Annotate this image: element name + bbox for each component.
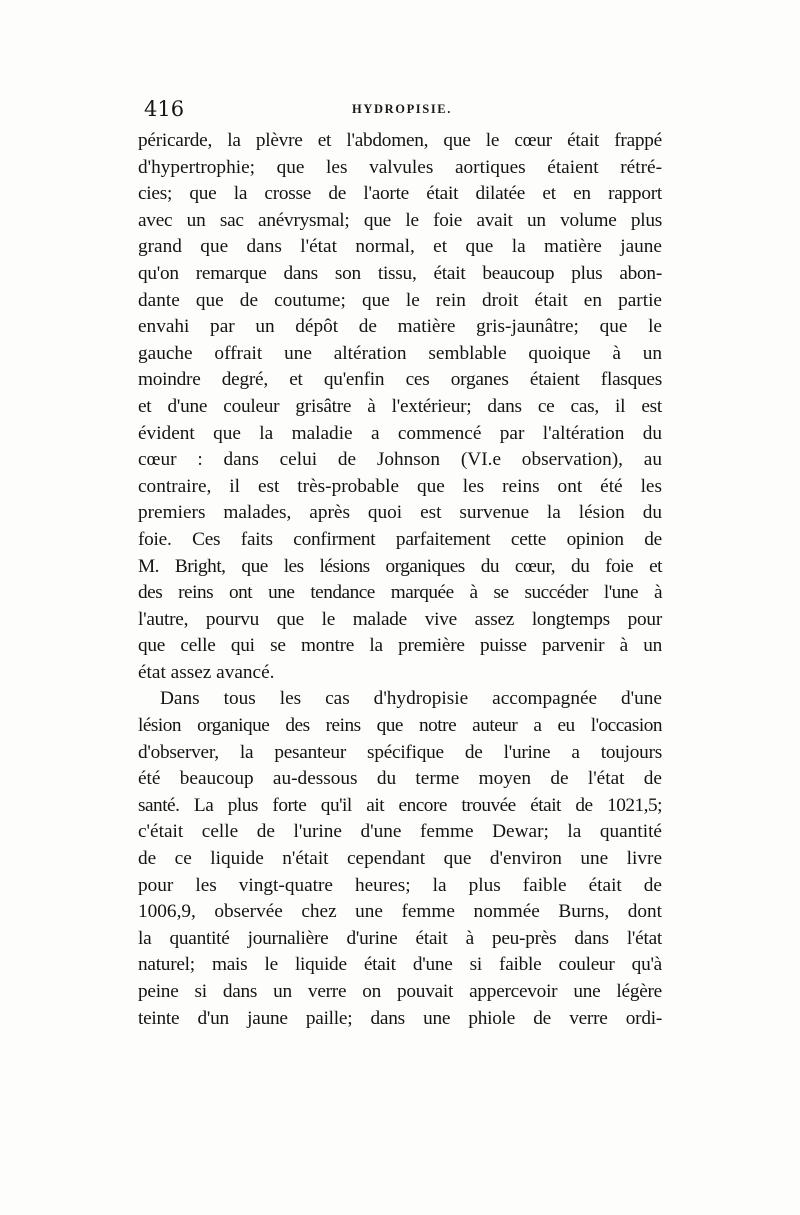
text-line: cies; que la crosse de l'aorte était dilatée et en rapport <box>138 183 662 205</box>
text-line: été beaucoup au-dessous du terme moyen de l'état de <box>138 768 662 790</box>
text-line: état assez avancé. <box>138 661 275 683</box>
text-line: grand que dans l'état normal, et que la matière jaune <box>138 236 662 258</box>
text-line: 1006,9, observée chez une femme nommée Burns, dont <box>138 901 662 923</box>
text-line: évident que la maladie a commencé par l'altération du <box>138 422 662 444</box>
text-line: de ce liquide n'était cependant que d'environ une livre <box>138 848 662 870</box>
text-line: la quantité journalière d'urine était à peu-près dans l'état <box>138 927 662 949</box>
text-line: d'hypertrophie; que les valvules aortiques étaient rétré- <box>138 156 662 178</box>
text-line: gauche offrait une altération semblable quoique à un <box>138 342 662 364</box>
text-line: qu'on remarque dans son tissu, était beaucoup plus abon- <box>138 262 662 284</box>
text-line: péricarde, la plèvre et l'abdomen, que le cœur était frappé <box>138 130 662 151</box>
text-line: dante que de coutume; que le rein droit était en partie <box>138 289 662 311</box>
text-line: M. Bright, que les lésions organiques du cœur, du foie et <box>138 555 662 577</box>
text-line: avec un sac anévrysmal; que le foie avait un volume plus <box>138 209 662 231</box>
text-line: et d'une couleur grisâtre à l'extérieur; dans ce cas, il est <box>138 395 662 417</box>
page-header <box>137 97 667 121</box>
text-line: moindre degré, et qu'enfin ces organes étaient flasques <box>138 369 662 391</box>
text-line: premiers malades, après quoi est survenue la lésion du <box>138 502 662 524</box>
text-line: Dans tous les cas d'hydropisie accompagnée d'une <box>160 688 662 710</box>
text-line: que celle qui se montre la première puisse parvenir à un <box>138 635 662 657</box>
text-line: teinte d'un jaune paille; dans une phiole de verre ordi- <box>138 1007 662 1029</box>
text-line: des reins ont une tendance marquée à se succéder l'une à <box>138 582 662 604</box>
body-text <box>138 128 662 1032</box>
text-line: santé. La plus forte qu'il ait encore trouvée était de 1021,5; <box>138 794 662 816</box>
text-line: envahi par un dépôt de matière gris-jaunâtre; que le <box>138 316 662 338</box>
text-line: d'observer, la pesanteur spécifique de l'urine a toujours <box>138 741 662 763</box>
page-number: 416 <box>144 97 185 121</box>
text-line: l'autre, pourvu que le malade vive assez longtemps pour <box>138 608 662 630</box>
text-line: pour les vingt-quatre heures; la plus faible était de <box>138 874 662 896</box>
text-line: cœur : dans celui de Johnson (VI.e observation), au <box>138 449 662 471</box>
text-line: foie. Ces faits confirment parfaitement cette opinion de <box>138 528 662 550</box>
text-line: c'était celle de l'urine d'une femme Dewar; la quantité <box>138 821 662 843</box>
text-line: peine si dans un verre on pouvait appercevoir une légère <box>138 981 662 1002</box>
text-line: lésion organique des reins que notre auteur a eu l'occasion <box>138 715 662 737</box>
running-head: HYDROPISIE. <box>352 102 452 116</box>
text-line: contraire, il est très-probable que les reins ont été les <box>138 475 662 497</box>
text-line: naturel; mais le liquide était d'une si faible couleur qu'à <box>138 954 662 976</box>
